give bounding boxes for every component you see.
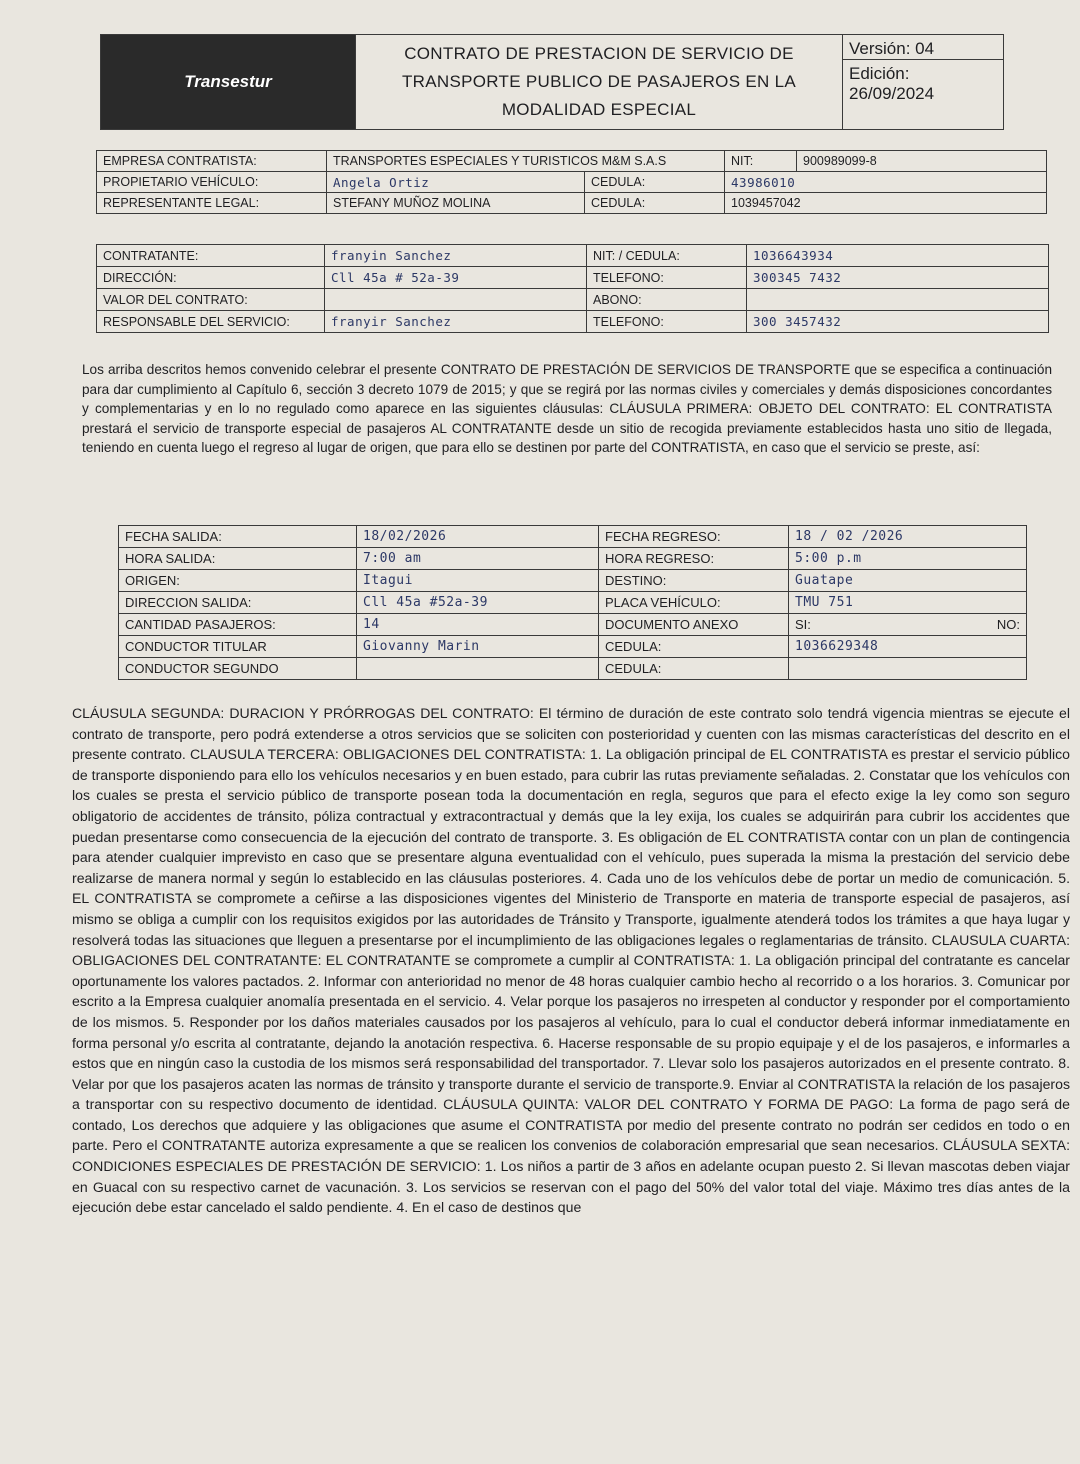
fecha-regreso-label: FECHA REGRESO:	[599, 526, 789, 548]
cedula2-value	[789, 658, 1027, 680]
propietario-cedula: 43986010	[725, 172, 1047, 193]
hora-regreso-value: 5:00 p.m	[789, 548, 1027, 570]
cedula1-value: 1036629348	[789, 636, 1027, 658]
telefono-value: 300345 7432	[747, 267, 1049, 289]
destino-label: DESTINO:	[599, 570, 789, 592]
cedula-label: CEDULA:	[585, 172, 725, 193]
direccion-value: Cll 45a # 52a-39	[325, 267, 587, 289]
origen-label: ORIGEN:	[119, 570, 357, 592]
conductor-titular-label: CONDUCTOR TITULAR	[119, 636, 357, 658]
conductor-segundo-value	[357, 658, 599, 680]
nit-value: 900989099-8	[797, 151, 1047, 172]
valor-label: VALOR DEL CONTRATO:	[97, 289, 325, 311]
trip-table	[118, 525, 1027, 680]
direccion-salida-label: DIRECCION SALIDA:	[119, 592, 357, 614]
telefono2-value: 300 3457432	[747, 311, 1049, 333]
documento-options	[789, 614, 1027, 636]
cantidad-value: 14	[357, 614, 599, 636]
hora-salida-label: HORA SALIDA:	[119, 548, 357, 570]
conductor-titular-value: Giovanny Marin	[357, 636, 599, 658]
company-table	[96, 150, 1047, 214]
empresa-value: TRANSPORTES ESPECIALES Y TURISTICOS M&M S.A.S	[327, 151, 725, 172]
title-line-2: TRANSPORTE PUBLICO DE PASAJEROS EN LA	[401, 72, 796, 91]
edition-cell	[843, 60, 1004, 130]
company-logo: Transestur	[101, 35, 356, 130]
propietario-value: Angela Ortiz	[327, 172, 585, 193]
fecha-salida-value: 18/02/2026	[357, 526, 599, 548]
responsable-value: franyir Sanchez	[325, 311, 587, 333]
direccion-label: DIRECCIÓN:	[97, 267, 325, 289]
representante-label: REPRESENTANTE LEGAL:	[97, 193, 327, 214]
nit-label: NIT:	[725, 151, 797, 172]
document-title	[356, 35, 843, 130]
placa-label: PLACA VEHÍCULO:	[599, 592, 789, 614]
representante-value: STEFANY MUÑOZ MOLINA	[327, 193, 585, 214]
clauses-paragraph: CLÁUSULA SEGUNDA: DURACION Y PRÓRROGAS DEL CONTRATO: El término de duración de este contrato solo tendrá vigencia mientras se ejecute el contrato de transporte, pero podrá extenderse a otros servicios que se soliciten con posterioridad y cuenten con las mismas características del descrito en el presente contrato. CLAUSULA TERCERA: OBLIGACIONES DEL CONTRATISTA: 1. La obligación principal de EL CONTRATISTA es prestar el servicio público de transporte disponiendo para ello los vehículos necesarios y en buen estado, para cubrir las rutas previamente señaladas. 2. Constatar que los vehículos con los cuales se presta el servicio público de transporte posean toda la documentación en regla, seguros que para el efecto exige la ley como son seguro obligatorio de accidentes de tránsito, póliza contractual y extracontractual y demás que la ley exija, los cuales se adquirirán para cubrir los accidentes que puedan presentarse como consecuencia de la ejecución del contrato de transporte. 3. Es obligación de EL CONTRATISTA contar con un plan de contingencia para atender cualquier imprevisto en caso que se presentare alguna eventualidad con el vehículo, pues superada la misma la prestación del servicio debe realizarse de manera normal y según lo establecido en las cláusulas posteriores. 4. Cada uno de los vehículos debe de portar un medio de comunicación. 5. EL CONTRATISTA se compromete a ceñirse a las disposiciones vigentes del Ministerio de Transporte en materia de transporte especial de pasajeros, así mismo se obliga a cumplir con los requisitos exigidos por las autoridades de Tránsito y Transporte, igualmente atenderá todos los trámites a que haya lugar y resolverá todas las situaciones que lleguen a presentarse por el incumplimiento de las obligaciones legales o reglamentarias de tránsito. CLAUSULA CUARTA: OBLIGACIONES DEL CONTRATANTE: EL CONTRATANTE se compromete a cumplir al CONTRATISTA: 1. La obligación principal del contratante es cancelar oportunamente los valores pactados. 2. Informar con anterioridad no menor de 48 horas cualquier cambio hecho al recorrido o a los horarios. 3. Comunicar por escrito a la Empresa cualquier anomalía presentada en el servicio. 4. Velar porque los pasajeros no irrespeten al conductor y responder por el comportamiento de los mismos. 5. Responder por los daños materiales causados por los pasajeros al vehículo, para lo cual el conductor deberá informar inmediatamente en forma personal y/o escrita al contratante, dejando la anotación respectiva. 6. Hacerse responsable de su propio equipaje y el de los pasajeros, e informarles a estos que en ningún caso la custodia de los mismos será responsabilidad del transportador. 7. Llevar solo los pasajeros autorizados en el presente contrato. 8. Velar por que los pasajeros acaten las normas de tránsito y transporte durante el servicio de transporte.9. Enviar al CONTRATISTA la relación de los pasajeros a transportar con su respectivo documento de identidad. CLÁUSULA QUINTA: VALOR DEL CONTRATO Y FORMA DE PAGO: La forma de pago será de contado, Los derechos que adquiere y las obligaciones que asume el CONTRATISTA por medio del presente contrato no podrán ser cedidos en todo o en parte. Pero el CONTRATANTE autoriza expresamente a que se realicen los convenios de colaboración empresarial que sean necesarios. CLÁUSULA SEXTA: CONDICIONES ESPECIALES DE PRESTACIÓN DE SERVICIO: 1. Los niños a partir de 3 años en adelante ocupan puesto 2. Si llevan mascotas deben viajar en Guacal con su respectivo carnet de vacunación. 3. Los servicios se reservan con el pago del 50% del valor total del viaje. Máximo tres días antes de la ejecución debe estar cancelado el saldo pendiente. 4. En el caso de destinos que	[72, 705, 1070, 1216]
telefono2-label: TELEFONO:	[587, 311, 747, 333]
conductor-segundo-label: CONDUCTOR SEGUNDO	[119, 658, 357, 680]
hora-salida-value: 7:00 am	[357, 548, 599, 570]
documento-label: DOCUMENTO ANEXO	[599, 614, 789, 636]
fecha-regreso-value: 18 / 02 /2026	[789, 526, 1027, 548]
hora-regreso-label: HORA REGRESO:	[599, 548, 789, 570]
propietario-label: PROPIETARIO VEHÍCULO:	[97, 172, 327, 193]
direccion-salida-value: Cll 45a #52a-39	[357, 592, 599, 614]
origen-value: Itagui	[357, 570, 599, 592]
empresa-label: EMPRESA CONTRATISTA:	[97, 151, 327, 172]
intro-paragraph: Los arriba descritos hemos convenido celebrar el presente CONTRATO DE PRESTACIÓN DE SERVICIOS DE TRANSPORTE que se especifica a continuación para dar cumplimiento al Capítulo 6, sección 3 decreto 1079 de 2015; y que se regirá por las normas civiles y comerciales y demás disposiciones concordantes y complementarias y en lo no regulado como aparece en las siguientes cláusulas: CLÁUSULA PRIMERA: OBJETO DEL CONTRATO: EL CONTRATISTA prestará el servicio de transporte especial de pasajeros AL CONTRATANTE desde un sitio de recogida previamente establecidos hasta uno sitio de llegada, teniendo en cuenta luego el regreso al lugar de origen, que para ello se destinen por parte del CONTRATISTA, en caso que el servicio se preste, así:	[82, 362, 1052, 456]
version-label: Versión: 04	[843, 35, 1004, 60]
title-line-3: MODALIDAD ESPECIAL	[501, 100, 697, 119]
representante-cedula: 1039457042	[725, 193, 1047, 214]
title-line-1: CONTRATO DE PRESTACION DE SERVICIO DE	[404, 44, 794, 63]
telefono-label: TELEFONO:	[587, 267, 747, 289]
abono-value	[747, 289, 1049, 311]
edition-label: Edición:	[849, 64, 910, 83]
contract-header	[100, 34, 1004, 130]
destino-value: Guatape	[789, 570, 1027, 592]
placa-value: TMU 751	[789, 592, 1027, 614]
responsable-label: RESPONSABLE DEL SERVICIO:	[97, 311, 325, 333]
contratante-label: CONTRATANTE:	[97, 245, 325, 267]
si-label: SI:	[795, 617, 811, 632]
fecha-salida-label: FECHA SALIDA:	[119, 526, 357, 548]
cedula-label: CEDULA:	[585, 193, 725, 214]
cedula1-label: CEDULA:	[599, 636, 789, 658]
client-table	[96, 244, 1049, 333]
edition-date: 26/09/2024	[849, 84, 935, 103]
abono-label: ABONO:	[587, 289, 747, 311]
contratante-value: franyin Sanchez	[325, 245, 587, 267]
cantidad-label: CANTIDAD PASAJEROS:	[119, 614, 357, 636]
no-label: NO:	[996, 617, 1020, 632]
cedula2-label: CEDULA:	[599, 658, 789, 680]
nit-cedula-value: 1036643934	[747, 245, 1049, 267]
nit-cedula-label: NIT: / CEDULA:	[587, 245, 747, 267]
valor-value	[325, 289, 587, 311]
